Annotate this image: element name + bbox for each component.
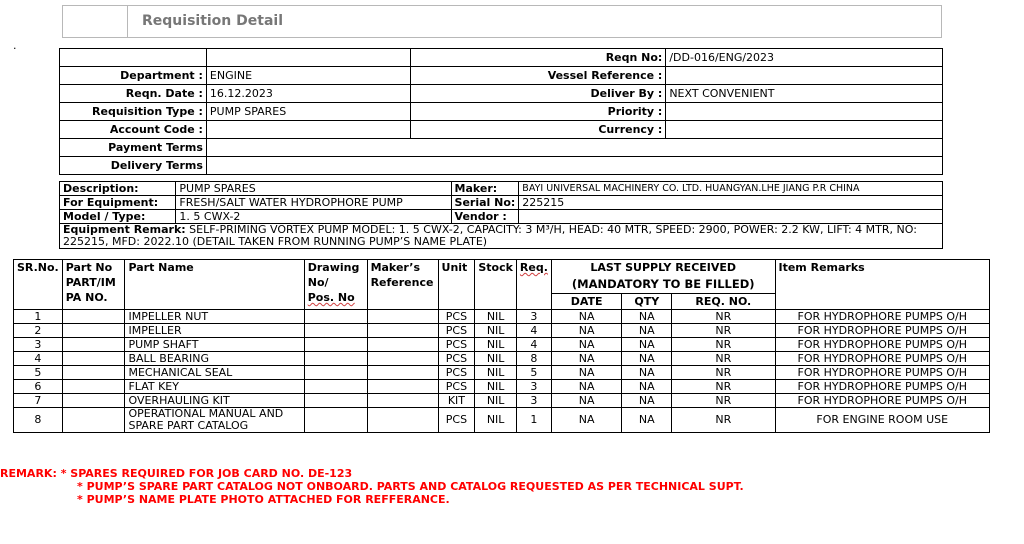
- item-partno: [62, 408, 125, 433]
- col-stock: Stock: [475, 260, 517, 310]
- table-row: [14, 352, 990, 366]
- item-partno: [62, 310, 125, 324]
- payment-terms-label: Payment Terms: [60, 139, 207, 157]
- col-last-supply: [551, 260, 775, 294]
- item-remarks: FOR ENGINE ROOM USE: [775, 408, 990, 433]
- model-value: 1. 5 CWX-2: [176, 210, 451, 224]
- item-date: NA: [551, 380, 622, 394]
- item-srno: 8: [14, 408, 63, 433]
- item-reqno: NR: [672, 408, 775, 433]
- item-partno: [62, 394, 125, 408]
- item-name: IMPELLER NUT: [125, 310, 304, 324]
- item-stock: NIL: [475, 324, 517, 338]
- item-maker-ref: [367, 394, 438, 408]
- item-qty: NA: [622, 352, 672, 366]
- remark-text-3: * PUMP’S NAME PLATE PHOTO ATTACHED FOR REFFERANCE.: [77, 493, 450, 506]
- item-remarks: FOR HYDROPHORE PUMPS O/H: [775, 380, 990, 394]
- header-left-value: ENGINE: [206, 67, 410, 85]
- item-qty: NA: [622, 380, 672, 394]
- item-req: 1: [516, 408, 551, 433]
- table-row: [14, 380, 990, 394]
- table-row: [14, 338, 990, 352]
- item-name: IMPELLER: [125, 324, 304, 338]
- item-maker-ref: [367, 352, 438, 366]
- item-unit: PCS: [438, 352, 475, 366]
- header-left-label: Department :: [60, 67, 207, 85]
- header-row: [60, 49, 943, 67]
- item-req: 4: [516, 338, 551, 352]
- item-srno: 5: [14, 366, 63, 380]
- col-partno-line1: Part No: [65, 261, 113, 274]
- item-srno: 4: [14, 352, 63, 366]
- col-drawing-line2: No/: [307, 276, 329, 289]
- delivery-terms-label: Delivery Terms: [60, 157, 207, 175]
- col-item-remarks: Item Remarks: [775, 260, 990, 310]
- item-reqno: NR: [672, 394, 775, 408]
- item-unit: PCS: [438, 310, 475, 324]
- equipment-label: For Equipment:: [60, 196, 176, 210]
- item-stock: NIL: [475, 366, 517, 380]
- delivery-terms-value: [206, 157, 942, 175]
- equipment-value: FRESH/SALT WATER HYDROPHORE PUMP: [176, 196, 451, 210]
- items-table: [13, 259, 990, 433]
- item-date: NA: [551, 338, 622, 352]
- header-right-value: NEXT CONVENIENT: [666, 85, 943, 103]
- payment-terms-value: [206, 139, 942, 157]
- header-right-label: Currency :: [410, 121, 666, 139]
- item-stock: NIL: [475, 352, 517, 366]
- item-date: NA: [551, 324, 622, 338]
- item-partno: [62, 380, 125, 394]
- header-right-label: Reqn No:: [410, 49, 666, 67]
- header-left-label: Requisition Type :: [60, 103, 207, 121]
- remark-label: REMARK:: [0, 467, 57, 480]
- page-title: Requisition Detail: [142, 13, 283, 29]
- equipment-remark-label: Equipment Remark:: [63, 223, 186, 236]
- remarks-block: [0, 467, 744, 506]
- header-left-label: Reqn. Date :: [60, 85, 207, 103]
- item-maker-ref: [367, 324, 438, 338]
- header-right-label: Priority :: [410, 103, 666, 121]
- item-reqno: NR: [672, 324, 775, 338]
- col-drawing-line3: Pos. No: [307, 291, 355, 304]
- stray-dot: .: [13, 39, 17, 52]
- description-value: PUMP SPARES: [176, 182, 451, 196]
- col-qty: QTY: [622, 294, 672, 310]
- item-stock: NIL: [475, 338, 517, 352]
- item-req: 3: [516, 394, 551, 408]
- item-req: 5: [516, 366, 551, 380]
- item-partno: [62, 338, 125, 352]
- table-row: [14, 408, 990, 433]
- serial-value: 225215: [519, 196, 943, 210]
- col-partno-line3: PA NO.: [65, 291, 108, 304]
- table-row: [14, 366, 990, 380]
- col-req: Req.: [516, 260, 551, 310]
- item-maker-ref: [367, 380, 438, 394]
- vendor-value: [519, 210, 943, 224]
- serial-label: Serial No:: [451, 196, 519, 210]
- model-label: Model / Type:: [60, 210, 176, 224]
- header-left-label: [60, 49, 207, 67]
- col-maker-ref: [367, 260, 438, 310]
- remark-text-1: * SPARES REQUIRED FOR JOB CARD NO. DE-123: [60, 467, 353, 480]
- item-remarks: FOR HYDROPHORE PUMPS O/H: [775, 366, 990, 380]
- col-reqno: REQ. NO.: [672, 294, 775, 310]
- title-bar: [62, 5, 942, 38]
- header-left-value: 16.12.2023: [206, 85, 410, 103]
- item-drawing: [304, 338, 367, 352]
- item-unit: KIT: [438, 394, 475, 408]
- item-name: OPERATIONAL MANUAL AND SPARE PART CATALOG: [125, 408, 304, 433]
- item-qty: NA: [622, 324, 672, 338]
- table-row: [14, 394, 990, 408]
- item-req: 8: [516, 352, 551, 366]
- item-name: PUMP SHAFT: [125, 338, 304, 352]
- item-stock: NIL: [475, 380, 517, 394]
- header-row: [60, 85, 943, 103]
- item-qty: NA: [622, 394, 672, 408]
- item-reqno: NR: [672, 366, 775, 380]
- item-partno: [62, 324, 125, 338]
- item-drawing: [304, 380, 367, 394]
- col-maker-line2: Reference: [370, 276, 434, 289]
- item-qty: NA: [622, 408, 672, 433]
- item-name: FLAT KEY: [125, 380, 304, 394]
- table-row: [14, 310, 990, 324]
- item-date: NA: [551, 366, 622, 380]
- equipment-description-table: [59, 181, 943, 249]
- header-left-value: PUMP SPARES: [206, 103, 410, 121]
- item-date: NA: [551, 394, 622, 408]
- col-date: DATE: [551, 294, 622, 310]
- item-stock: NIL: [475, 394, 517, 408]
- item-req: 4: [516, 324, 551, 338]
- header-left-value: [206, 49, 410, 67]
- description-label: Description:: [60, 182, 176, 196]
- item-remarks: FOR HYDROPHORE PUMPS O/H: [775, 338, 990, 352]
- title-bar-spacer: [63, 6, 128, 37]
- item-drawing: [304, 366, 367, 380]
- header-left-value: [206, 121, 410, 139]
- header-right-value: [666, 121, 943, 139]
- item-unit: PCS: [438, 338, 475, 352]
- header-right-label: Deliver By :: [410, 85, 666, 103]
- header-row: [60, 121, 943, 139]
- item-remarks: FOR HYDROPHORE PUMPS O/H: [775, 394, 990, 408]
- item-srno: 1: [14, 310, 63, 324]
- item-drawing: [304, 310, 367, 324]
- item-unit: PCS: [438, 380, 475, 394]
- col-drawing-line1: Drawing: [307, 261, 360, 274]
- item-name: BALL BEARING: [125, 352, 304, 366]
- header-right-value: [666, 103, 943, 121]
- item-drawing: [304, 352, 367, 366]
- equipment-remark-value: SELF-PRIMING VORTEX PUMP MODEL: 1. 5 CWX-2, CAPACITY: 3 M³/H, HEAD: 40 MTR, SPEED: 2900, POWER: 2.2 KW, LIFT: 4 MTR, NO: 225215, MFD: 2022.10 (DETAIL TAKEN FROM RUNNING PUMP’S NAME PLATE): [63, 223, 917, 248]
- maker-value: BAYI UNIVERSAL MACHINERY CO. LTD. HUANGYAN.LHE JIANG P.R CHINA: [519, 182, 943, 196]
- item-srno: 6: [14, 380, 63, 394]
- item-maker-ref: [367, 366, 438, 380]
- item-srno: 2: [14, 324, 63, 338]
- item-maker-ref: [367, 338, 438, 352]
- requisition-header-table: [59, 48, 943, 175]
- item-remarks: FOR HYDROPHORE PUMPS O/H: [775, 310, 990, 324]
- last-supply-mandatory: (MANDATORY TO BE FILLED): [571, 277, 755, 291]
- col-partno: [62, 260, 125, 310]
- item-qty: NA: [622, 366, 672, 380]
- item-unit: PCS: [438, 408, 475, 433]
- col-partname: Part Name: [125, 260, 304, 310]
- item-req: 3: [516, 380, 551, 394]
- col-maker-line1: Maker’s: [370, 261, 421, 274]
- item-srno: 3: [14, 338, 63, 352]
- item-req: 3: [516, 310, 551, 324]
- item-reqno: NR: [672, 380, 775, 394]
- item-remarks: FOR HYDROPHORE PUMPS O/H: [775, 352, 990, 366]
- item-qty: NA: [622, 338, 672, 352]
- item-reqno: NR: [672, 310, 775, 324]
- col-drawing: [304, 260, 367, 310]
- vendor-label: Vendor :: [451, 210, 519, 224]
- item-srno: 7: [14, 394, 63, 408]
- item-drawing: [304, 324, 367, 338]
- item-maker-ref: [367, 408, 438, 433]
- item-unit: PCS: [438, 366, 475, 380]
- item-date: NA: [551, 310, 622, 324]
- header-right-value: [666, 67, 943, 85]
- col-unit: Unit: [438, 260, 475, 310]
- remark-line-3: [0, 493, 744, 506]
- table-row: [14, 324, 990, 338]
- last-supply-title: LAST SUPPLY RECEIVED: [590, 261, 737, 274]
- remark-text-2: * PUMP’S SPARE PART CATALOG NOT ONBOARD. PARTS AND CATALOG REQUESTED AS PER TECHNICAL SUPT.: [77, 480, 744, 493]
- item-date: NA: [551, 408, 622, 433]
- col-srno: SR.No.: [14, 260, 63, 310]
- item-reqno: NR: [672, 352, 775, 366]
- remark-line-2: [0, 480, 744, 493]
- equipment-remark: [60, 224, 943, 249]
- header-left-label: Account Code :: [60, 121, 207, 139]
- item-partno: [62, 352, 125, 366]
- item-date: NA: [551, 352, 622, 366]
- item-name: OVERHAULING KIT: [125, 394, 304, 408]
- remark-line-1: [0, 467, 744, 480]
- item-partno: [62, 366, 125, 380]
- item-name: MECHANICAL SEAL: [125, 366, 304, 380]
- maker-label: Maker:: [451, 182, 519, 196]
- item-drawing: [304, 394, 367, 408]
- header-right-label: Vessel Reference :: [410, 67, 666, 85]
- item-stock: NIL: [475, 310, 517, 324]
- col-partno-line2: PART/IM: [65, 276, 116, 289]
- item-remarks: FOR HYDROPHORE PUMPS O/H: [775, 324, 990, 338]
- header-right-value: /DD-016/ENG/2023: [666, 49, 943, 67]
- item-reqno: NR: [672, 338, 775, 352]
- header-row: [60, 67, 943, 85]
- item-qty: NA: [622, 310, 672, 324]
- item-drawing: [304, 408, 367, 433]
- header-row: [60, 103, 943, 121]
- item-stock: NIL: [475, 408, 517, 433]
- item-unit: PCS: [438, 324, 475, 338]
- item-maker-ref: [367, 310, 438, 324]
